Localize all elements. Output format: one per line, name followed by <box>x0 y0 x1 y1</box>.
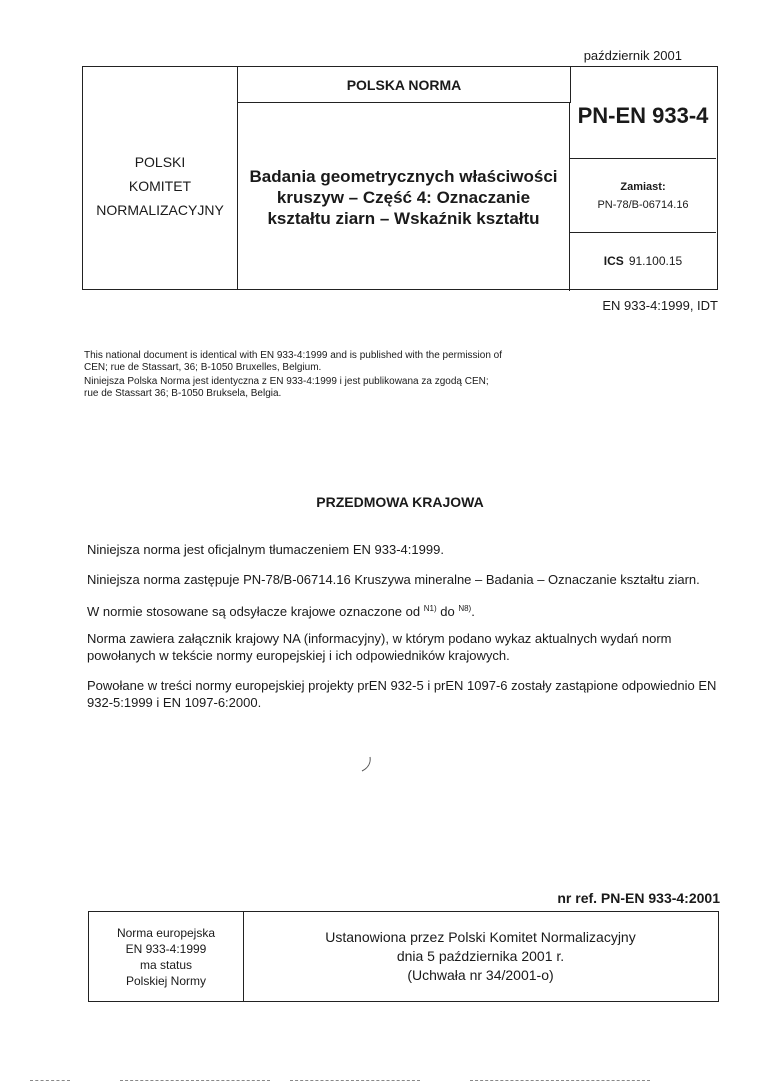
standard-title: Badania geometrycznych właściwości kruszyw – Część 4: Oznaczanie kształtu ziarn – Wskaźnik kształtu <box>238 103 570 291</box>
notice-english: This national document is identical with EN 933-4:1999 and is published with the permission of CEN; rue de Stassart, 36; B-1050 Bruxelles, Belgium. <box>84 350 503 373</box>
ics-label: ICS <box>603 253 624 268</box>
status-line-2: EN 933-4:1999 <box>125 941 207 956</box>
standard-designation: PN-EN 933-4 <box>570 67 716 159</box>
foreword-paragraph-5: Powołane w treści normy europejskiej projekty prEN 932-5 i prEN 1097-6 zostały zastąpione odpowiednio EN 932-5:1999 i EN 1097-6:2000. <box>87 678 717 710</box>
p3-ref-last: N8) <box>458 604 472 613</box>
reference-number: nr ref. PN-EN 933-4:2001 <box>557 890 720 906</box>
identity-reference: EN 933-4:1999, IDT <box>602 298 718 313</box>
status-line-4: Polskiej Normy <box>125 973 206 988</box>
established-block <box>244 912 717 1001</box>
committee-line-3: NORMALIZACYJNY <box>96 202 224 218</box>
foreword-paragraph-1: Niniejsza norma jest oficjalnym tłumaczeniem EN 933-4:1999. <box>87 542 444 557</box>
pen-mark <box>360 756 374 772</box>
foreword-paragraph-3 <box>87 600 727 620</box>
scan-artifact <box>120 1080 270 1081</box>
established-line-2: dnia 5 października 2001 r. <box>396 948 565 964</box>
replaces-value: PN-78/B-06714.16 <box>597 198 689 211</box>
ics-block <box>570 233 716 288</box>
p3-end: . <box>471 604 475 619</box>
header-table <box>82 66 718 290</box>
status-line-1: Norma europejska <box>116 925 216 940</box>
notice-polish: Niniejsza Polska Norma jest identyczna z EN 933-4:1999 i jest publikowana za zgodą CEN; rue de Stassart 36; B-1050 Bruksela, Belgia. <box>84 376 489 399</box>
committee-name <box>83 67 238 289</box>
status-block <box>89 912 244 1001</box>
ics-value: 91.100.15 <box>628 253 683 268</box>
replaces-label: Zamiast: <box>620 180 666 193</box>
established-line-1: Ustanowiona przez Polski Komitet Normalizacyjny <box>325 929 636 945</box>
p3-start: W normie stosowane są odsyłacze krajowe oznaczone od <box>87 604 424 619</box>
status-line-3: ma status <box>139 957 193 972</box>
foreword-paragraph-2: Niniejsza norma zastępuje PN-78/B-06714.16 Kruszywa mineralne – Badania – Oznaczanie kształtu ziarn. <box>87 572 700 587</box>
foreword-title: PRZEDMOWA KRAJOWA <box>316 494 484 510</box>
replaces-block <box>570 159 716 233</box>
p3-mid: do <box>436 604 459 619</box>
committee-line-1: POLSKI <box>134 154 186 170</box>
committee-line-2: KOMITET <box>128 178 192 194</box>
p3-ref-first: N1) <box>423 604 437 613</box>
norm-label: POLSKA NORMA <box>238 67 570 103</box>
issue-date: październik 2001 <box>583 48 682 63</box>
foreword-paragraph-4: Norma zawiera załącznik krajowy NA (informacyjny), w którym podano wykaz aktualnych wydań norm powołanych w tekście normy europejskiej i ich odpowiedników krajowych. <box>87 631 672 663</box>
scan-artifact <box>290 1080 420 1081</box>
footer-table <box>88 911 719 1002</box>
scan-artifact <box>470 1080 650 1081</box>
scan-artifact <box>30 1080 70 1081</box>
established-line-3: (Uchwała nr 34/2001-o) <box>407 967 554 983</box>
